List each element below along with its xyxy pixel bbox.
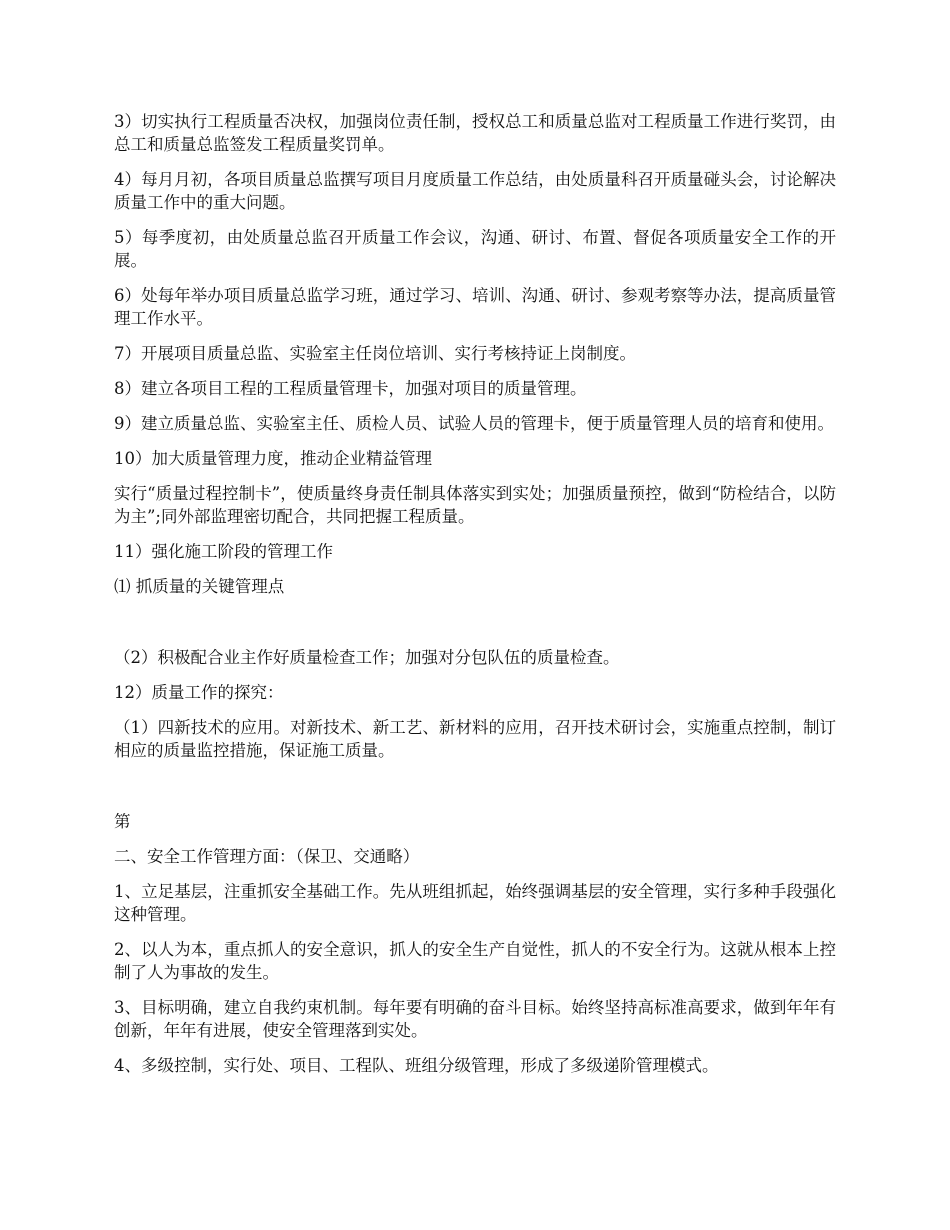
paragraph-item-11: 11）强化施工阶段的管理工作 xyxy=(114,542,333,561)
paragraph-item-8: 8）建立各项目工程的工程质量管理卡，加强对项目的质量管理。 xyxy=(114,379,587,398)
paragraph-item-11-2: （2）积极配合业主作好质量检查工作；加强对分包队伍的质量检查。 xyxy=(114,648,620,667)
paragraph-item-6: 6）处每年举办项目质量总监学习班，通过学习、培训、沟通、研讨、参观考察等办法，提高质量管理工作水平。 xyxy=(114,286,836,328)
blank-space xyxy=(114,774,836,810)
paragraph-item-10-detail: 实行“质量过程控制卡”，使质量终身责任制具体落实到实处；加强质量预控，做到“防检结合，以防为主”;同外部监理密切配合，共同把握工程质量。 xyxy=(114,484,836,526)
paragraph-item-4: 4）每月月初，各项目质量总监撰写项目月度质量工作总结，由处质量科召开质量碰头会，讨论解决质量工作中的重大问题。 xyxy=(114,170,836,212)
document-body xyxy=(114,110,836,1089)
section-heading: 二、安全工作管理方面：（保卫、交通略） xyxy=(114,847,420,866)
safety-item-3: 3、目标明确，建立自我约束机制。每年要有明确的奋斗目标。始终坚持高标准高要求，做到年年有创新，年年有进展，使安全管理落到实处。 xyxy=(114,998,836,1040)
paragraph-item-3: 3）切实执行工程质量否决权，加强岗位责任制，授权总工和质量总监对工程质量工作进行奖罚，由总工和质量总监签发工程质量奖罚单。 xyxy=(114,112,836,154)
safety-item-4: 4、多级控制，实行处、项目、工程队、班组分级管理，形成了多级递阶管理模式。 xyxy=(114,1056,719,1075)
chapter-marker: 第 xyxy=(114,812,131,831)
paragraph-item-12: 12）质量工作的探究： xyxy=(114,683,284,702)
paragraph-item-12-1: （1）四新技术的应用。对新技术、新工艺、新材料的应用，召开技术研讨会，实施重点控制，制订相应的质量监控措施，保证施工质量。 xyxy=(114,718,836,760)
paragraph-item-9: 9）建立质量总监、实验室主任、质检人员、试验人员的管理卡，便于质量管理人员的培育和使用。 xyxy=(114,414,834,433)
paragraph-item-11-1: ⑴ 抓质量的关键管理点 xyxy=(114,577,285,596)
blank-space xyxy=(114,610,836,646)
paragraph-item-7: 7）开展项目质量总监、实验室主任岗位培训、实行考核持证上岗制度。 xyxy=(114,344,636,363)
paragraph-item-5: 5）每季度初，由处质量总监召开质量工作会议，沟通、研讨、布置、督促各项质量安全工作的开展。 xyxy=(114,228,836,270)
paragraph-item-10: 10）加大质量管理力度，推动企业精益管理 xyxy=(114,449,432,468)
safety-item-1: 1、立足基层，注重抓安全基础工作。先从班组抓起，始终强调基层的安全管理，实行多种手段强化这种管理。 xyxy=(114,882,836,924)
safety-item-2: 2、以人为本，重点抓人的安全意识，抓人的安全生产自觉性，抓人的不安全行为。这就从根本上控制了人为事故的发生。 xyxy=(114,940,836,982)
